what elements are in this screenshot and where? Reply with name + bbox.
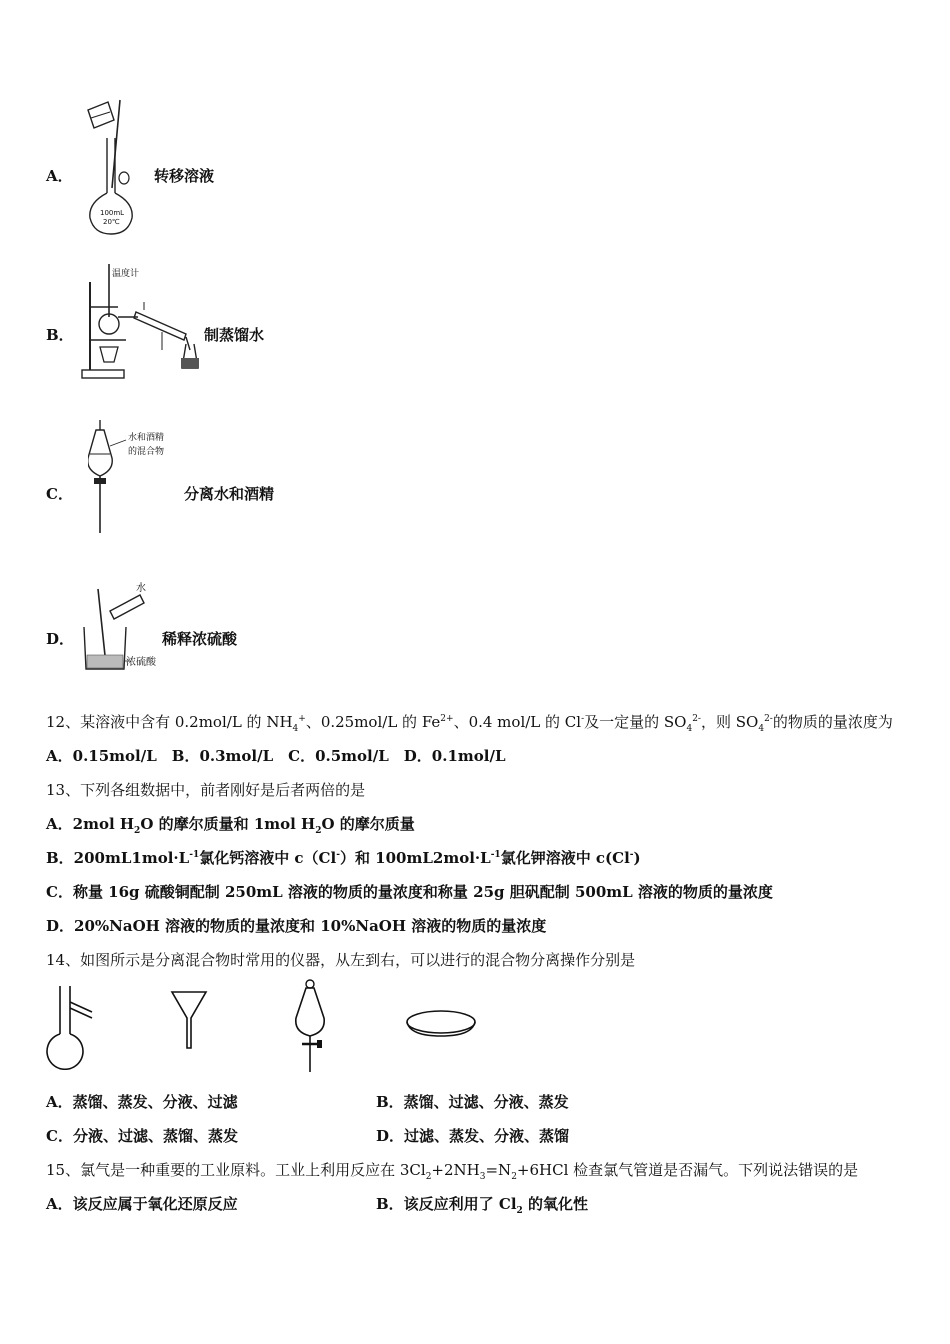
q13-stem: 13、下列各组数据中，前者刚好是后者两倍的是 [46, 781, 366, 799]
evaporating-dish-icon [404, 1004, 478, 1044]
option-d-label: D． [46, 630, 75, 648]
q12-stem: 12、某溶液中含有 0.2mol/L 的 $NH_4^+$、0.25mol/L 的 $Fe^{2+}$、0.4 mol/L 的 Cl-及一定量的 $SO_4^{2-}$，则 $SO_4^{2-}$的物质的量浓度为 [46, 713, 893, 734]
option-a-text: 转移溶液 [154, 167, 215, 185]
q15-option-b: B．该反应利用了 $Cl_2$ 的氧化性 [376, 1195, 589, 1216]
option-c-label: C． [46, 485, 73, 503]
funnel-label-line1: 水和酒精 [128, 433, 165, 443]
q14-option-b: B．蒸馏、过滤、分液、蒸发 [376, 1093, 569, 1111]
flask-temp-text: 20℃ [103, 218, 120, 226]
filter-funnel-icon [170, 988, 210, 1052]
q14-option-c: C．分液、过滤、蒸馏、蒸发 [46, 1127, 238, 1145]
option-b-text: 制蒸馏水 [204, 326, 265, 344]
separatory-funnel-figure [88, 418, 188, 540]
volumetric-flask-figure [82, 98, 144, 238]
q15-stem: 15、氯气是一种重要的工业原料。工业上利用反应在 $3Cl_2+2NH_3=N_2+6HCl$ 检查氯气管道是否漏气。下列说法错误的是 [46, 1161, 859, 1182]
q13-option-a: A．2mol $H_2O$ 的摩尔质量和 1mol $H_2O$ 的摩尔质量 [46, 815, 415, 836]
acid-label: 浓硫酸 [126, 657, 156, 668]
water-label: 水 [136, 583, 146, 594]
q13-option-d: D．20%NaOH 溶液的物质的量浓度和 10%NaOH 溶液的物质的量浓度 [46, 917, 547, 935]
q13-option-b: B．$200mL1mol\cdot L^{-1}$氯化钙溶液中 c（Cl-）和 $100mL2mol\cdot L^{-1}$氯化钾溶液中 c(Cl-) [46, 849, 641, 867]
dilution-beaker-figure [80, 577, 165, 673]
funnel-label-line2: 的混合物 [128, 447, 165, 457]
flask-volume-text: 100mL [100, 209, 125, 217]
q15-option-a: A．该反应属于氧化还原反应 [46, 1195, 238, 1213]
q12-options: A．0.15mol/L B．0.3mol/L C．0.5mol/L D．0.1mol/L [46, 747, 506, 765]
option-c-text: 分离水和酒精 [184, 485, 275, 503]
option-a-label: A． [46, 167, 73, 185]
q13-option-c: C．称量 16g 硫酸铜配制 250mL 溶液的物质的量浓度和称量 25g 胆矾配制 500mL 溶液的物质的量浓度 [46, 883, 773, 901]
distilling-flask-icon [40, 984, 100, 1070]
thermometer-label: 温度计 [112, 269, 140, 279]
option-b-label: B． [46, 326, 74, 344]
q14-stem: 14、如图所示是分离混合物时常用的仪器，从左到右，可以进行的混合物分离操作分别是 [46, 951, 636, 969]
q14-option-d: D．过滤、蒸发、分液、蒸馏 [376, 1127, 570, 1145]
q14-option-a: A．蒸馏、蒸发、分液、过滤 [46, 1093, 238, 1111]
distillation-apparatus-figure [78, 262, 213, 382]
option-d-text: 稀释浓硫酸 [162, 630, 238, 648]
separatory-funnel-icon [290, 978, 334, 1076]
